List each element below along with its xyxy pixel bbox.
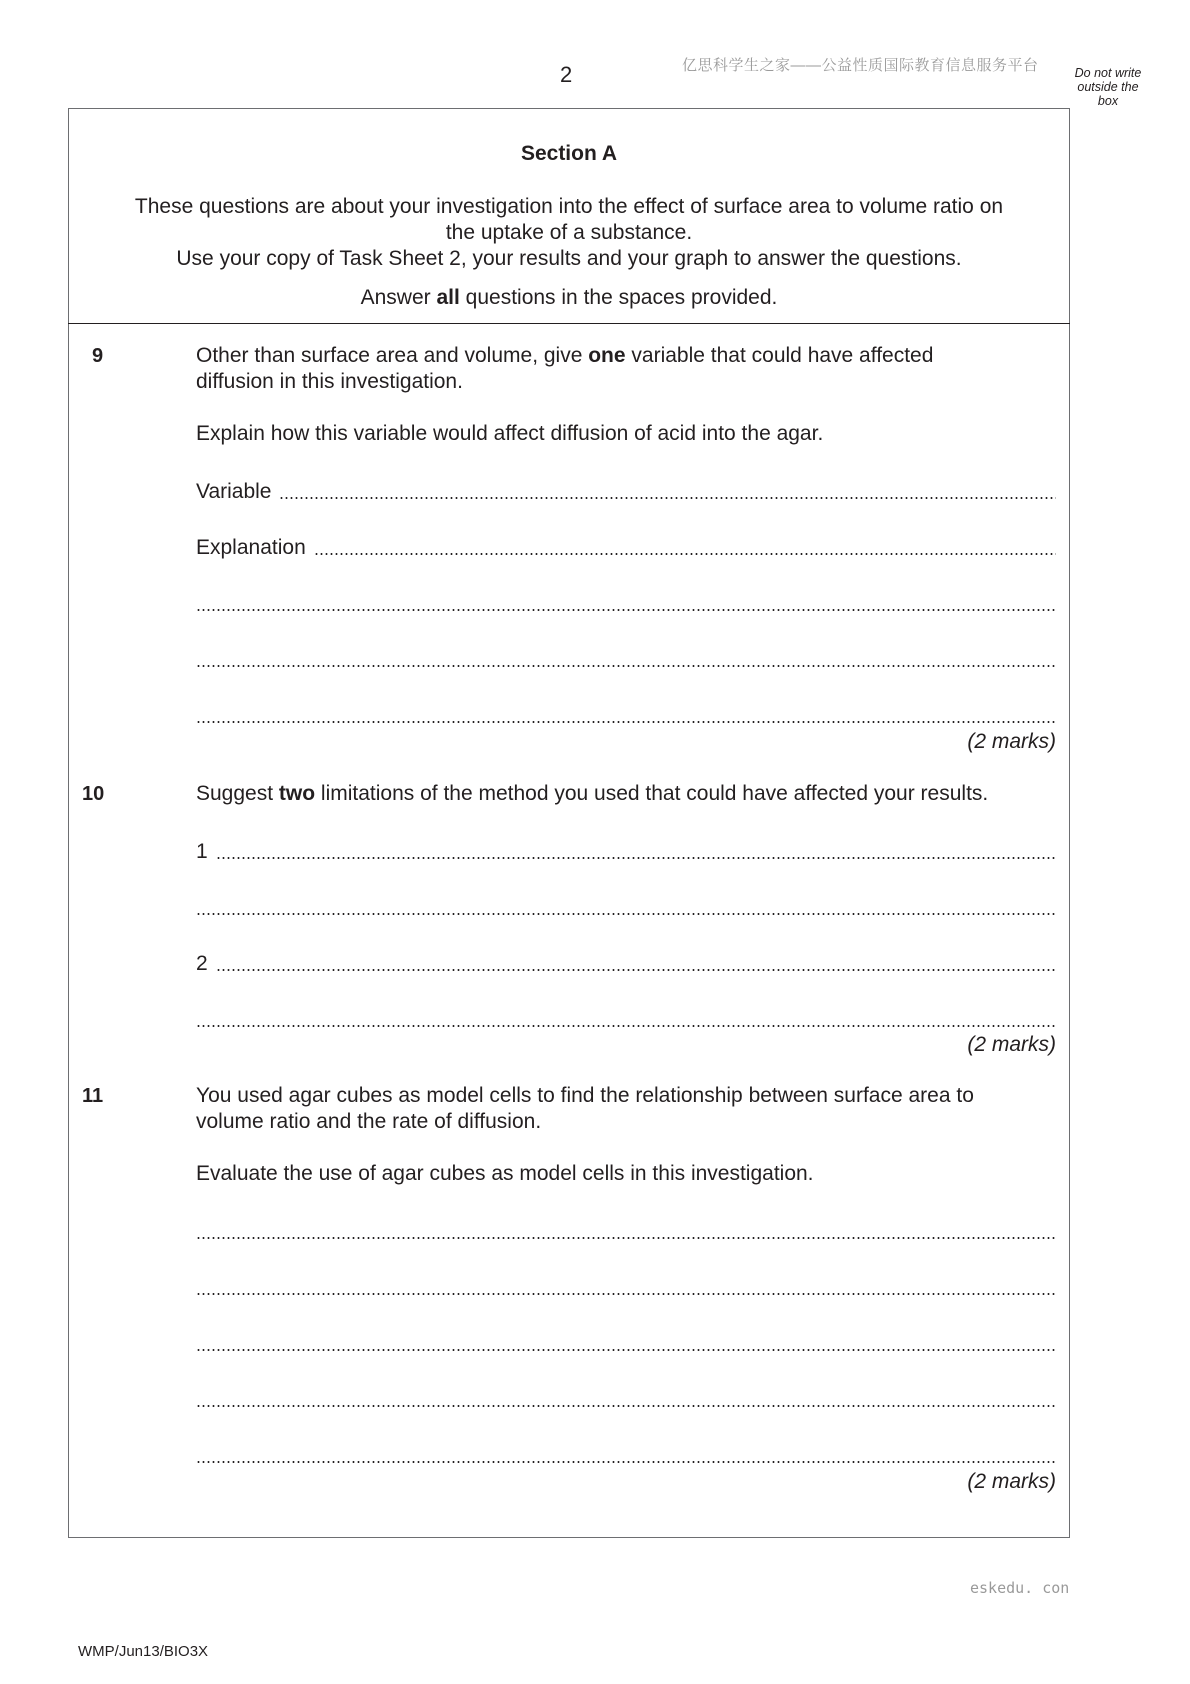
q10-label-2: 2	[196, 952, 214, 975]
question-11-text-3: Evaluate the use of agar cubes as model cells in this investigation.	[196, 1162, 814, 1185]
answer-dotted-line	[196, 1461, 1056, 1463]
q10-label-1: 1	[196, 840, 214, 863]
answer-instruction-pre: Answer	[360, 286, 437, 309]
answer-dotted-line	[314, 553, 1056, 555]
section-title: Section A	[520, 142, 618, 165]
section-divider	[68, 323, 1070, 324]
q9-variable-line[interactable]	[196, 476, 1056, 504]
question-11-text-2: volume ratio and the rate of diffusion.	[196, 1110, 542, 1133]
answer-dotted-line	[196, 1025, 1056, 1027]
q9-answer-line-5[interactable]	[196, 700, 1056, 728]
q10-answer-line-1[interactable]	[196, 836, 1056, 864]
answer-dotted-line	[196, 665, 1056, 667]
q11-marks: (2 marks)	[967, 1470, 1056, 1493]
q10-answer-line-4[interactable]	[196, 1004, 1056, 1032]
answer-dotted-line	[196, 609, 1056, 611]
q11-answer-line-2[interactable]	[196, 1272, 1056, 1300]
answer-dotted-line	[196, 1349, 1056, 1351]
q11-answer-line-4[interactable]	[196, 1384, 1056, 1412]
watermark-top: 亿思科学生之家——公益性质国际教育信息服务平台	[682, 57, 1039, 74]
q9-explanation-label: Explanation	[196, 536, 312, 559]
question-number-10: 10	[82, 783, 105, 805]
q9-text-pre: Other than surface area and volume, give	[196, 344, 589, 367]
question-number-11: 11	[82, 1085, 104, 1107]
question-9-text-1	[196, 343, 1056, 369]
question-9-text-3: Explain how this variable would affect diffusion of acid into the agar.	[196, 422, 824, 445]
q9-text-bold: one	[588, 344, 626, 367]
answer-dotted-line	[196, 721, 1056, 723]
q9-variable-label: Variable	[196, 480, 278, 503]
intro-line-3: Use your copy of Task Sheet 2, your results and your graph to answer the questions.	[176, 247, 962, 270]
q9-answer-line-3[interactable]	[196, 588, 1056, 616]
question-9-text-2: diffusion in this investigation.	[196, 370, 463, 393]
q9-explanation-line[interactable]	[196, 532, 1056, 560]
question-11-text-1: You used agar cubes as model cells to find the relationship between surface area to	[196, 1084, 974, 1107]
footer-code: WMP/Jun13/BIO3X	[78, 1643, 209, 1660]
question-number-9: 9	[92, 345, 104, 367]
answer-dotted-line	[216, 857, 1056, 859]
answer-dotted-line	[216, 969, 1056, 971]
answer-dotted-line	[196, 1237, 1056, 1239]
answer-dotted-line	[196, 1405, 1056, 1407]
q9-text-post: variable that could have affected	[625, 344, 934, 367]
q10-text-pre: Suggest	[196, 782, 279, 805]
question-10-text	[196, 781, 1056, 807]
margin-note: Do not write outside the box	[1074, 66, 1142, 108]
intro-line-2: the uptake of a substance.	[445, 221, 693, 244]
intro-line-1: These questions are about your investigation into the effect of surface area to volume ratio on	[134, 195, 1004, 218]
answer-dotted-line	[279, 497, 1056, 499]
q10-text-bold: two	[278, 782, 316, 805]
q11-answer-line-3[interactable]	[196, 1328, 1056, 1356]
q10-text-post: limitations of the method you used that could have affected your results.	[315, 782, 989, 805]
watermark-bottom: eskedu. con	[970, 1579, 1070, 1597]
q10-answer-line-2[interactable]	[196, 892, 1056, 920]
q11-answer-line-5[interactable]	[196, 1440, 1056, 1468]
q10-answer-line-3[interactable]	[196, 948, 1056, 976]
q9-answer-line-4[interactable]	[196, 644, 1056, 672]
q11-answer-line-1[interactable]	[196, 1216, 1056, 1244]
answer-instruction-bold: all	[436, 286, 460, 309]
answer-dotted-line	[196, 1293, 1056, 1295]
answer-dotted-line	[196, 913, 1056, 915]
answer-instruction-post: questions in the spaces provided.	[459, 286, 778, 309]
q10-marks: (2 marks)	[967, 1033, 1056, 1056]
q9-marks: (2 marks)	[967, 730, 1056, 753]
page-number: 2	[560, 62, 573, 87]
answer-instruction	[68, 285, 1070, 311]
